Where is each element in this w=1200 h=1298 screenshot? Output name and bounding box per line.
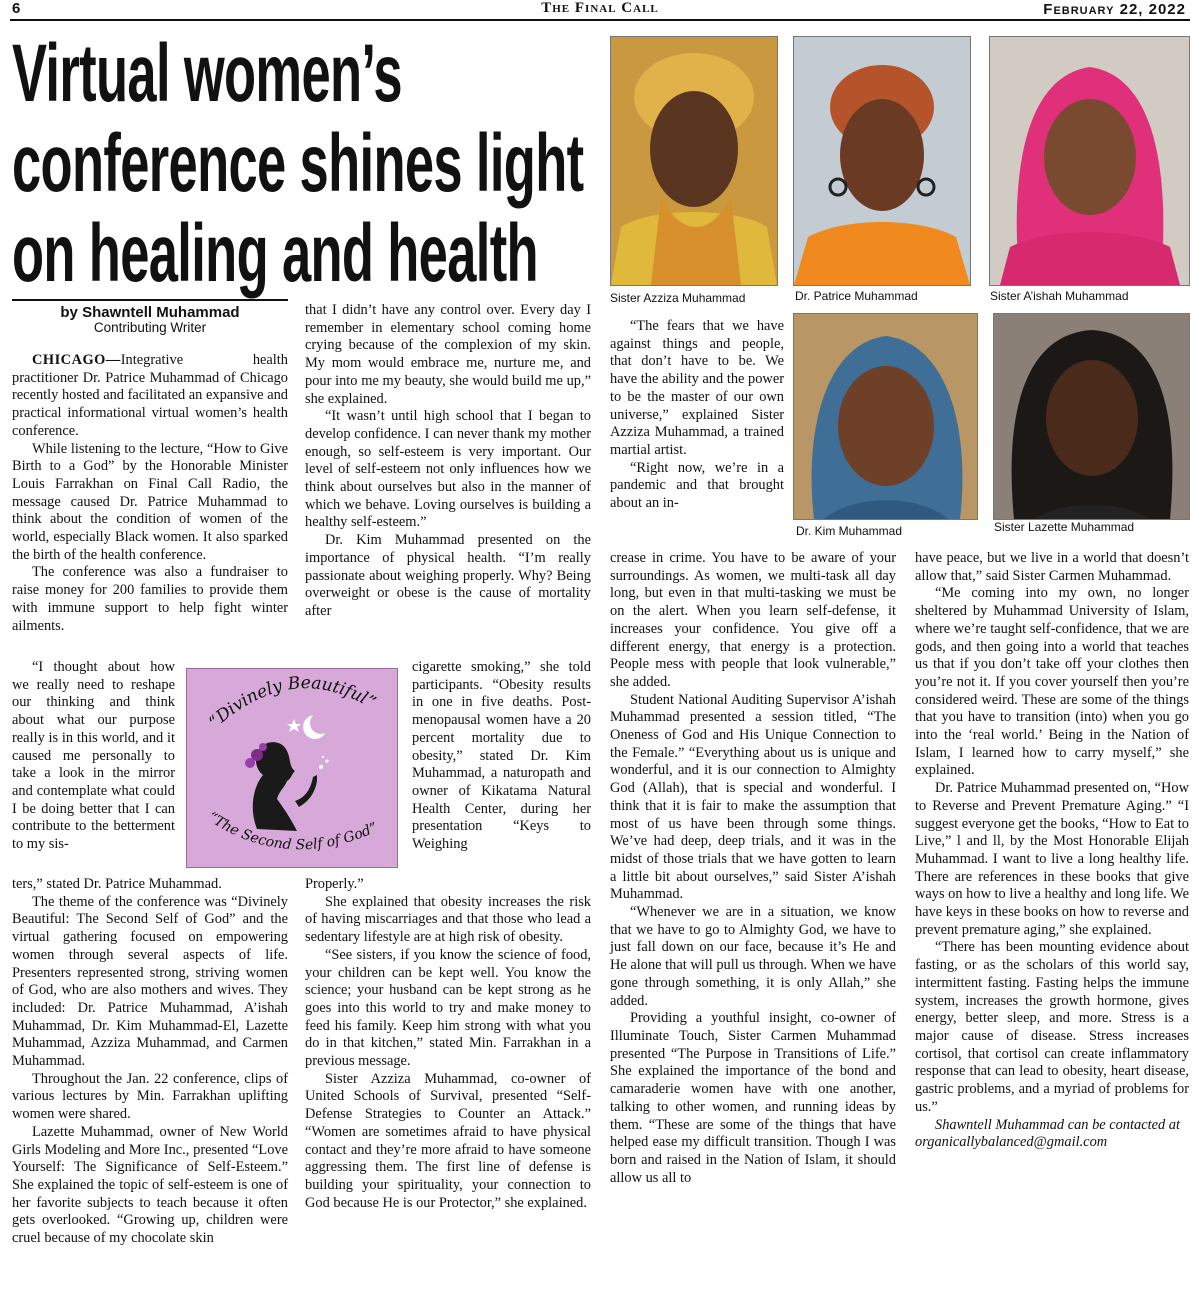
paragraph: cigarette smoking,” she told participants. “Obesity results in one in five deaths. Post-menopausal women have a 20 percent mortality due to obesity,” stated Dr. Kim Muhammad, a naturopath and owner of Kikatama Natural Health Center, during her presentation “Keys to Weighing bbox=[412, 659, 591, 853]
paragraph: that I didn’t have any control over. Every day I remember in elementary school coming home crying because of the complexion of my skin. My mom would embrace me, nurture me, and pour into me my beauty, she would build me up,” she explained. bbox=[305, 302, 591, 407]
article-column-3-top bbox=[610, 318, 784, 513]
header-rule bbox=[10, 19, 1190, 21]
paragraph: “Right now, we’re in a pandemic and that brought about an in- bbox=[610, 459, 784, 512]
paragraph: Integrative health practitioner Dr. Patrice Muhammad of Chicago recently hosted and facilitated an expansive and practical informational virtual women’s health conference. bbox=[12, 352, 288, 439]
paragraph: Properly.” bbox=[305, 876, 364, 892]
photo-caption-aishah: Sister A’ishah Muhammad bbox=[990, 289, 1129, 303]
paragraph: “It wasn’t until high school that I began to develop confidence. I can never thank my mother enough, so self-esteem is very important. Our level of self-esteem not only influences how we think about ourselves but also in the manner of which we behave. Loving ourselves is building a healthy self-esteem.” bbox=[305, 408, 591, 531]
paragraph: Throughout the Jan. 22 conference, clips of various lectures by Min. Farrakhan uplifting women were shared. bbox=[12, 1070, 288, 1123]
article-column-1-wrap bbox=[12, 659, 175, 854]
photo-aishah-muhammad bbox=[989, 36, 1190, 286]
paragraph: ters,” stated Dr. Patrice Muhammad. bbox=[12, 876, 222, 892]
photo-caption-patrice: Dr. Patrice Muhammad bbox=[795, 289, 918, 303]
photo-lazette-muhammad bbox=[993, 313, 1190, 520]
article-column-1-bottom bbox=[12, 876, 288, 1248]
paragraph: “I thought about how we really need to reshape our thinking and think about what our purpose really is in this world, and it caused me personally to take a look in the mirror and contemplate what could I be doing better that I can contribute to the betterment to my sis- bbox=[12, 659, 175, 853]
byline-name: by Shawntell Muhammad bbox=[60, 304, 240, 321]
paragraph: “There has been mounting evidence about fasting, or as the scholars of this world say, intermittent fasting. Fasting helps the immune system, increases the growth hormone, gives energy, better sleep, and more. Stress is a major cause of disease. Stress increases cortisol, that cortisol can create inflammatory response that can lead to obesity, heart disease, gastric problems, and a myriad of problems for us.” bbox=[915, 939, 1189, 1115]
headline-line-2: conference shines light bbox=[12, 118, 584, 209]
paragraph: “Me coming into my own, no longer sheltered by Muhammad University of Islam, where we’re taught self-confidence, that we are gods, and then going into a world that teaches us that if you don’t take off your clothes then you’re not it. If you cover yourself then you’re considered weird. These are some of the things that you have to transition (into) when you go into the ‘real world.’ Being in the Nation of Islam, I learned how to carry myself,” she explained. bbox=[915, 585, 1189, 779]
byline-rule bbox=[12, 299, 288, 301]
paragraph: Sister Azziza Muhammad, co-owner of United Schools of Survival, presented “Self-Defense Strategies to Counter an Attack.” “Women are sometimes afraid to have physical contact and they’re more afraid to have someone aggressing them. The first line of defense is building your spirituality, your connection to God because He is our Protector,” she explained. bbox=[305, 1070, 591, 1211]
issue-date: February 22, 2022 bbox=[1043, 1, 1186, 18]
article-column-2-wrap bbox=[412, 659, 591, 854]
paragraph: Providing a youthful insight, co-owner of Illuminate Touch, Sister Carmen Muhammad presented “The Purpose in Transitions of Life.” She explained the importance of the bond and camaraderie women have with one another, talking to other women, and running ideas by them. “These are some of the things that have helped ease my difficult transition. Though I was born and raised in the Nation of Islam, it should allow us all to bbox=[610, 1010, 896, 1186]
paragraph: Dr. Kim Muhammad presented on the importance of physical health. “I’m really passionate about weighing properly. Why? Being overweight or obese is the cause of mortality after bbox=[305, 532, 591, 619]
author-contact-note: Shawntell Muhammad can be contacted at organicallybalanced@gmail.com bbox=[915, 1116, 1180, 1151]
paragraph: have peace, but we live in a world that doesn’t allow that,” said Sister Carmen Muhammad. bbox=[915, 550, 1189, 584]
woman-silhouette-illustration bbox=[187, 669, 397, 867]
paragraph: “See sisters, if you know the science of food, your children can be kept well. You know the science; your husband can be kept strong as he goes into this world to try and make money to feed his family. Keep him strong with what you do in that kitchen,” stated Min. Farrakhan in a previous message. bbox=[305, 946, 591, 1070]
paragraph: Lazette Muhammad, owner of New World Girls Modeling and More Inc., presented “Love Yourself: The Significance of Self-Esteem.” She explained the topic of self-esteem is one of her favorite subjects to teach because it often gets overlooked. “Growing up, children were cruel because of my chocolate skin bbox=[12, 1123, 288, 1247]
photo-caption-azziza: Sister Azziza Muhammad bbox=[610, 291, 746, 305]
article-column-1-top bbox=[12, 352, 288, 635]
byline-role: Contributing Writer bbox=[93, 320, 207, 335]
photo-patrice-muhammad bbox=[793, 36, 971, 286]
photo-caption-lazette: Sister Lazette Muhammad bbox=[994, 520, 1135, 534]
article-column-3-bottom bbox=[610, 550, 896, 1187]
article-column-2-top bbox=[305, 302, 591, 621]
paragraph: crease in crime. You have to be aware of your surroundings. As women, we multi-task all day long, but even in that multi-tasking we must be on the alert. When you learn self-defense, it increases your confidence. You give off a different energy, that energy is a protection. People mess with people that look vulnerable,” she added. bbox=[610, 550, 896, 690]
inset-subtitle-text: “The Second Self of God” bbox=[204, 809, 381, 854]
paragraph: “The fears that we have against things and people, that don’t have to be. We have the ability and the power to be the master of our own universe,” explained Sister Azziza Muhammad, a trained martial artist. bbox=[610, 318, 784, 458]
paragraph: The theme of the conference was “Divinely Beautiful: The Second Self of God” and the virtual gathering focused on empowering women through several aspects of life. Presenters represented strong, striving women of God, who are also mothers and wives. They included: Dr. Patrice Muhammad, A’ishah Muhammad, Dr. Kim Muhammad-El, Lazette Muhammad, Azziza Muhammad, and Carmen Muhammad. bbox=[12, 893, 288, 1070]
dateline: CHICAGO— bbox=[32, 352, 121, 368]
inset-title-text: “Divinely Beautiful” bbox=[205, 673, 380, 733]
paragraph: She explained that obesity increases the risk of having miscarriages and that those who lead a sedentary lifestyle are at high risk of obesity. bbox=[305, 893, 591, 946]
newspaper-name: The Final Call bbox=[541, 0, 659, 16]
paragraph: “Whenever we are in a situation, we know that we have to go to Almighty God, we have to just fall down on our face, because it’s He and He alone that will pull us through. When we have gone through something, it is only Allah,” she added. bbox=[610, 904, 896, 1009]
headline-line-1: Virtual women’s bbox=[12, 28, 402, 119]
page-number: 6 bbox=[12, 0, 21, 17]
paragraph: While listening to the lecture, “How to Give Birth to a God” by the Honorable Minister Louis Farrakhan on Final Call Radio, the message caused Dr. Patrice Muhammad to think about the condition of women of the world, especially Black women. It also sparked the birth of the health conference. bbox=[12, 440, 288, 563]
photo-kim-muhammad bbox=[793, 313, 978, 520]
photo-caption-kim: Dr. Kim Muhammad bbox=[796, 524, 903, 538]
paragraph: Dr. Patrice Muhammad presented on, “How to Reverse and Prevent Premature Aging.” “I suggest everyone get the books, “How to Eat to Live,” l and ll, by the Most Honorable Elijah Muhammad. I want to live a long healthy life. There are references in these books that give ways on how to live a healthy and long life. We have keys in these books on how to reverse and prevent premature aging,” she explained. bbox=[915, 780, 1189, 938]
photo-azziza-muhammad bbox=[610, 36, 778, 286]
divinely-beautiful-graphic bbox=[186, 668, 398, 868]
paragraph: Student National Auditing Supervisor A’ishah Muhammad presented a session titled, “The Oneness of God and His Unique Connection to the Female.” “Everything about us is unique and wonderful, and it is our connection to Almighty God (Allah), that is special and wonderful. I think that it is fair to make the assumption that most of us have been through some things. We’ve had deep, deep trials, and it was in the midst of those trials that we have gotten to learn a little bit about ourselves,” said Sister A’ishah Muhammad. bbox=[610, 691, 896, 903]
paragraph: The conference was also a fundraiser to raise money for 200 families to provide them with immune support to help fight winter ailments. bbox=[12, 564, 288, 634]
headline-line-3: on healing and health bbox=[12, 208, 538, 299]
article-column-2-bottom bbox=[305, 876, 591, 1212]
article-column-4 bbox=[915, 550, 1189, 1152]
